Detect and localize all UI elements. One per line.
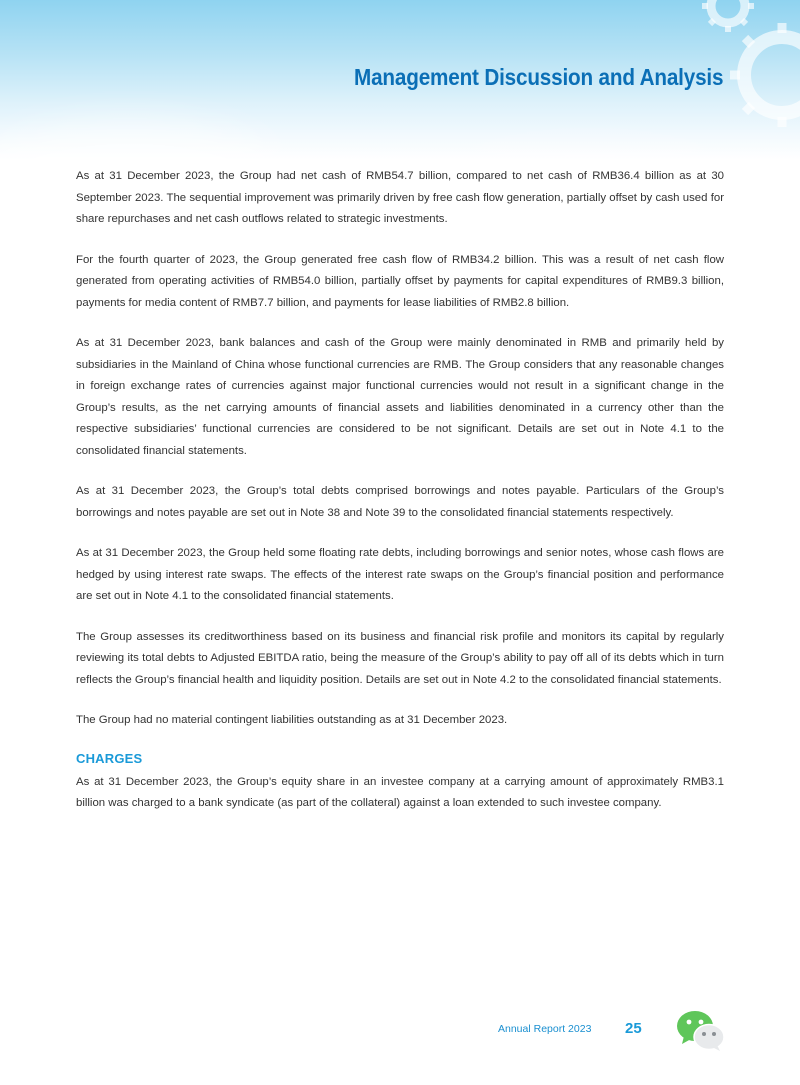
page-number: 25 (625, 1020, 642, 1037)
paragraph-contingent-liabilities: The Group had no material contingent liabilities outstanding as at 31 December 2023. (76, 714, 508, 726)
paragraph-charges: As at 31 December 2023, the Group’s equity share in an investee company at a carrying amount of approximately RMB3.1 billion was charged to a bank syndicate (as part of the collateral) against a loan extended to such investee company. (76, 775, 724, 809)
body-content (76, 166, 724, 834)
page-title: Management Discussion and Analysis (353, 64, 723, 90)
paragraph-creditworthiness: The Group assesses its creditworthiness based on its business and financial risk profile and monitors its capital by regularly reviewing its total debts to Adjusted EBITDA ratio, being the measure of the Group’s ability to pay off all of its debts which in turn reflects the Group’s financial health and liquidity position. Details are set out in Note 4.2 to the consolidated financial statements. (76, 630, 724, 686)
wechat-logo-icon (676, 1010, 726, 1052)
paragraph-total-debts: As at 31 December 2023, the Group’s total debts comprised borrowings and notes payable. Particulars of the Group’s borrowings and notes payable are set out in Note 38 and Note 39 to the consolidated financial statements respectively. (76, 485, 724, 519)
paragraph-currency: As at 31 December 2023, bank balances and cash of the Group were mainly denominated in RMB and primarily held by subsidiaries in the Mainland of China whose functional currencies are RMB. The Group considers that any reasonable changes in foreign exchange rates of currencies against major functional currencies would not result in a significant change in the Group’s results, as the net carrying amounts of financial assets and liabilities denominated in a currency other than the respective subsidiaries’ functional currencies are considered to be not significant. Details are set out in Note 4.1 to the consolidated financial statements. (76, 337, 724, 457)
footer-report-label: Annual Report 2023 (498, 1023, 592, 1035)
paragraph-floating-rate: As at 31 December 2023, the Group held some floating rate debts, including borrowings and senior notes, whose cash flows are hedged by using interest rate swaps. The effects of the interest rate swaps on the Group’s financial position and performance are set out in Note 4.1 to the consolidated financial statements. (76, 547, 724, 602)
paragraph-free-cash-flow: For the fourth quarter of 2023, the Group generated free cash flow of RMB34.2 billion. This was a result of net cash flow generated from operating activities of RMB54.0 billion, partially offset by payments for capital expenditures of RMB9.3 billion, payments for media content of RMB7.7 billion, and payments for lease liabilities of RMB2.8 billion. (76, 253, 724, 309)
section-heading-charges: CHARGES (76, 750, 143, 766)
paragraph-net-cash: As at 31 December 2023, the Group had net cash of RMB54.7 billion, compared to net cash of RMB36.4 billion as at 30 September 2023. The sequential improvement was primarily driven by free cash flow generation, partially offset by cash used for share repurchases and net cash outflows related to strategic investments. (76, 170, 724, 225)
